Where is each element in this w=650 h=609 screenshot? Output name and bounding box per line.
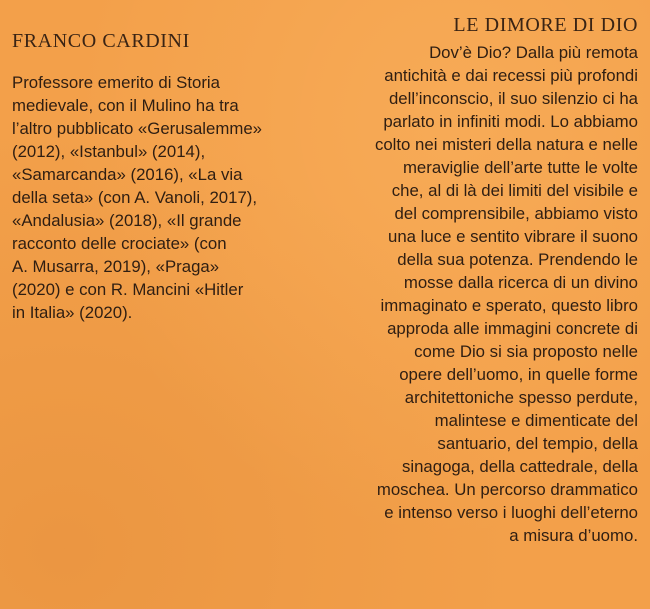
bio-line: l’altro pubblicato «Gerusalemme» (12, 119, 262, 138)
bio-line: «Andalusia» (2018), «Il grande (12, 211, 242, 230)
bio-line: della seta» (con A. Vanoli, 2017), (12, 188, 258, 207)
author-section (12, 30, 312, 324)
blurb-line: architettoniche spesso perdute, (404, 388, 638, 407)
blurb-line: del comprensibile, abbiamo visto (394, 204, 638, 223)
author-bio (12, 71, 312, 324)
blurb-line: dell’inconscio, il suo silenzio ci ha (388, 89, 638, 108)
book-blurb (314, 41, 638, 547)
bio-line: (2012), «Istanbul» (2014), (12, 142, 206, 161)
blurb-line: come Dio si sia proposto nelle (414, 342, 638, 361)
bio-line: A. Musarra, 2019), «Praga» (12, 257, 220, 276)
blurb-line: della sua potenza. Prendendo le (397, 250, 638, 269)
blurb-line: moschea. Un percorso drammatico (376, 480, 638, 499)
bio-line: (2020) e con R. Mancini «Hitler (12, 280, 244, 299)
bio-line: Professore emerito di Storia (12, 73, 220, 92)
blurb-line: e intenso verso i luoghi dell’eterno (384, 503, 638, 522)
blurb-line: a misura d’uomo. (509, 526, 638, 545)
blurb-line: Dov’è Dio? Dalla più remota (429, 43, 638, 62)
blurb-line: mosse dalla ricerca di un divino (403, 273, 638, 292)
blurb-line: santuario, del tempio, della (437, 434, 638, 453)
blurb-line: opere dell’uomo, in quelle forme (399, 365, 638, 384)
author-name: FRANCO CARDINI (12, 30, 190, 52)
blurb-line: malintese e dimenticate del (434, 411, 638, 430)
blurb-line: immaginato e sperato, questo libro (380, 296, 638, 315)
book-title: LE DIMORE DI DIO (453, 14, 638, 36)
blurb-line: colto nei misteri della natura e nelle (374, 135, 638, 154)
bio-line: «Samarcanda» (2016), «La via (12, 165, 243, 184)
book-section (314, 14, 638, 547)
blurb-line: meraviglie dell’arte tutte le volte (402, 158, 638, 177)
blurb-line: antichità e dai recessi più profondi (384, 66, 638, 85)
blurb-line: approda alle immagini concrete di (387, 319, 638, 338)
blurb-line: sinagoga, della cattedrale, della (401, 457, 638, 476)
blurb-line: che, al di là dei limiti del visibile e (391, 181, 638, 200)
bio-line: medievale, con il Mulino ha tra (12, 96, 239, 115)
bio-line: racconto delle crociate» (con (12, 234, 227, 253)
blurb-line: una luce e sentito vibrare il suono (387, 227, 638, 246)
blurb-line: parlato in infiniti modi. Lo abbiamo (383, 112, 638, 131)
bio-line: in Italia» (2020). (12, 303, 133, 322)
